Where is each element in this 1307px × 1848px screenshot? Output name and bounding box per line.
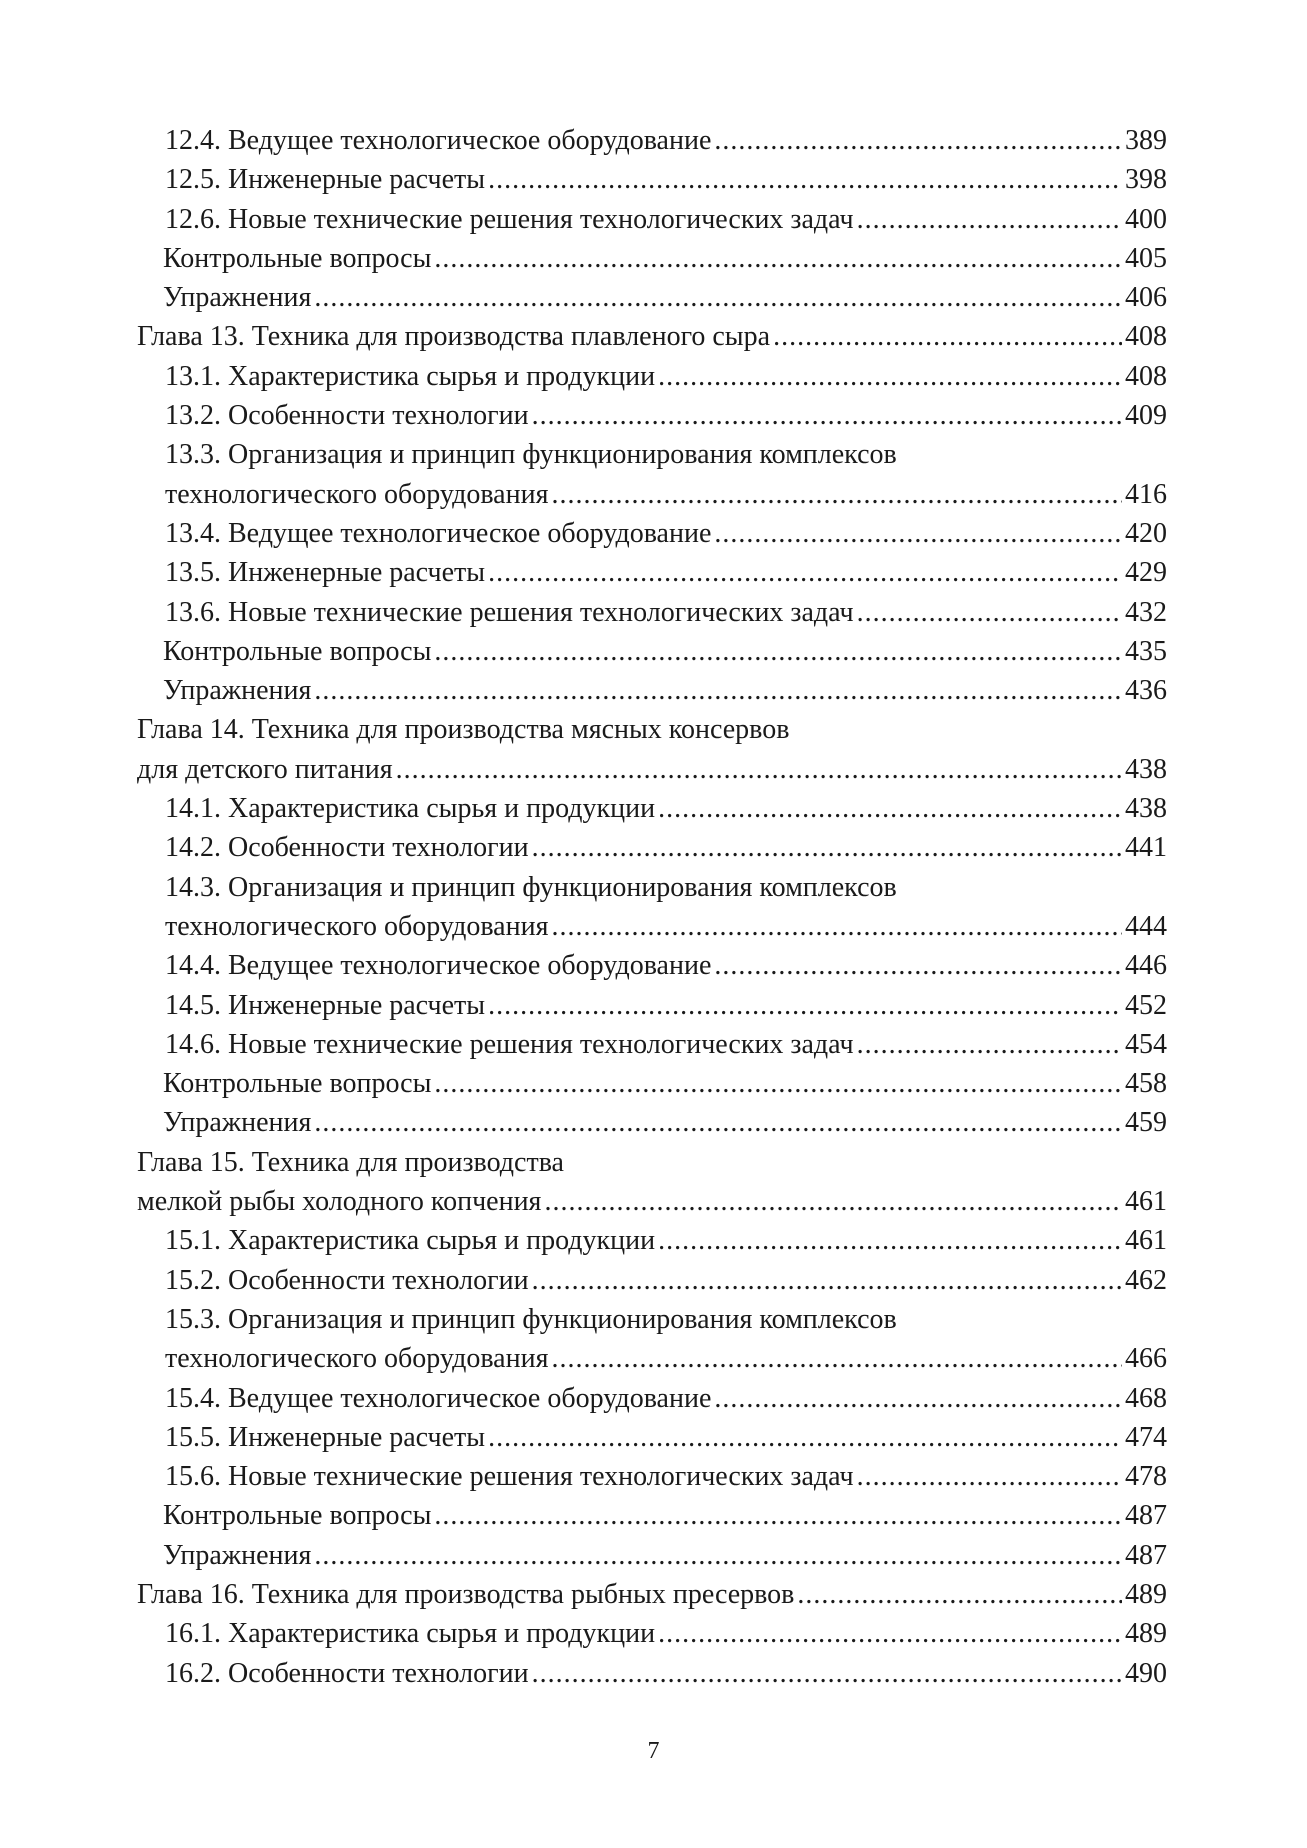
toc-entry-title: 14.4. Ведущее технологическое оборудование: [165, 950, 712, 982]
toc-entry-line: [165, 828, 1167, 867]
dot-leader: [314, 1536, 1122, 1575]
dot-leader: [714, 1379, 1122, 1418]
dot-leader: [314, 671, 1122, 710]
toc-entry-title: 15.1. Характеристика сырья и продукции: [165, 1225, 656, 1257]
toc-entry-title: 15.2. Особенности технологии: [165, 1264, 529, 1296]
toc-entry[interactable]: [137, 396, 1167, 435]
dot-leader: [532, 1654, 1122, 1693]
dot-leader: [544, 1182, 1122, 1221]
toc-entry-title: 15.6. Новые технические решения технологических задач: [165, 1461, 854, 1493]
toc-entry-title: 13.6. Новые технические решения технологических задач: [165, 596, 854, 628]
toc-entry-title: 14.5. Инженерные расчеты: [165, 989, 486, 1021]
toc-entry-page-number: 400: [1125, 203, 1167, 235]
toc-entry[interactable]: [137, 1025, 1167, 1064]
toc-entry-title: 12.5. Инженерные расчеты: [165, 164, 486, 196]
dot-leader: [434, 632, 1122, 671]
dot-leader: [658, 789, 1122, 828]
toc-entry-title-first-line: 14.3. Организация и принцип функционирования комплексов: [165, 871, 897, 903]
toc-entry-page-number: 398: [1125, 164, 1167, 196]
toc-entry-page-number: 438: [1125, 753, 1167, 785]
dot-leader: [551, 907, 1122, 946]
toc-entry-line: [165, 553, 1167, 592]
toc-entry-title: 14.1. Характеристика сырья и продукции: [165, 793, 656, 825]
dot-leader: [658, 1614, 1122, 1653]
dot-leader: [551, 475, 1122, 514]
dot-leader: [658, 1221, 1122, 1260]
toc-entry-title: мелкой рыбы холодного копчения: [137, 1186, 542, 1218]
toc-entry-page-number: 474: [1125, 1421, 1167, 1453]
toc-entry-line: [165, 593, 1167, 632]
toc-entry-page-number: 458: [1125, 1068, 1167, 1100]
toc-entry-title: Контрольные вопросы: [163, 242, 432, 274]
toc-entry-title: Контрольные вопросы: [163, 1068, 432, 1100]
toc-entry-page-number: 408: [1125, 360, 1167, 392]
dot-leader: [714, 514, 1122, 553]
toc-entry[interactable]: [137, 553, 1167, 592]
toc-entry[interactable]: [137, 1614, 1167, 1653]
toc-entry-line: [165, 1614, 1167, 1653]
toc-entry-title: 15.5. Инженерные расчеты: [165, 1421, 486, 1453]
toc-entry[interactable]: [137, 514, 1167, 553]
toc-entry[interactable]: [137, 1300, 1167, 1379]
toc-entry-line: [137, 1575, 1167, 1614]
toc-entry[interactable]: [137, 1575, 1167, 1614]
dot-leader: [532, 828, 1122, 867]
dot-leader: [434, 1064, 1122, 1103]
toc-entry-line: [163, 1536, 1167, 1575]
toc-entry-title: 12.6. Новые технические решения технологических задач: [165, 203, 854, 235]
dot-leader: [658, 357, 1122, 396]
toc-entry-title: Упражнения: [163, 1107, 312, 1139]
table-of-contents: [137, 121, 1167, 1693]
toc-entry-line: [165, 1379, 1167, 1418]
toc-entry-page-number: 435: [1125, 635, 1167, 667]
toc-entry[interactable]: [137, 1261, 1167, 1300]
dot-leader: [488, 160, 1122, 199]
dot-leader: [434, 239, 1122, 278]
toc-entry-line: [165, 946, 1167, 985]
toc-entry-page-number: 489: [1125, 1618, 1167, 1650]
toc-entry-page-number: 389: [1125, 125, 1167, 156]
toc-entry-page-number: 429: [1125, 557, 1167, 589]
toc-entry-line: [165, 160, 1167, 199]
toc-entry-page-number: 461: [1125, 1225, 1167, 1257]
toc-entry-line: [165, 1457, 1167, 1496]
toc-entry-line: [165, 357, 1167, 396]
toc-entry-line: [165, 789, 1167, 828]
toc-entry-line: [165, 1025, 1167, 1064]
toc-entry[interactable]: [137, 1064, 1167, 1103]
toc-entry[interactable]: [137, 1418, 1167, 1457]
toc-entry[interactable]: [137, 1496, 1167, 1535]
toc-entry-title: 12.4. Ведущее технологическое оборудование: [165, 125, 712, 156]
toc-entry-line: [165, 514, 1167, 553]
toc-entry-page-number: 438: [1125, 793, 1167, 825]
toc-entry[interactable]: [137, 593, 1167, 632]
toc-entry[interactable]: [137, 239, 1167, 278]
toc-entry-page-number: 461: [1125, 1186, 1167, 1218]
toc-entry-line: [165, 475, 1167, 514]
toc-entry-title: 16.2. Особенности технологии: [165, 1657, 529, 1689]
toc-entry-title: 14.2. Особенности технологии: [165, 832, 529, 864]
toc-entry-title: технологического оборудования: [165, 478, 549, 510]
toc-entry-title: Упражнения: [163, 282, 312, 314]
dot-leader: [773, 317, 1122, 356]
toc-entry-line: [137, 750, 1167, 789]
toc-entry-page-number: 416: [1125, 478, 1167, 510]
dot-leader: [532, 1261, 1122, 1300]
toc-entry[interactable]: [137, 868, 1167, 947]
toc-entry-title: Контрольные вопросы: [163, 1500, 432, 1532]
toc-entry-line: [165, 907, 1167, 946]
toc-entry[interactable]: [137, 1103, 1167, 1142]
toc-entry-page-number: 490: [1125, 1657, 1167, 1689]
toc-entry-page-number: 408: [1125, 321, 1167, 353]
toc-entry-title: 14.6. Новые технические решения технологических задач: [165, 1028, 854, 1060]
toc-entry-page-number: 462: [1125, 1264, 1167, 1296]
toc-entry-page-number: 446: [1125, 950, 1167, 982]
dot-leader: [488, 553, 1122, 592]
toc-entry-page-number: 487: [1125, 1539, 1167, 1571]
toc-entry[interactable]: [137, 828, 1167, 867]
toc-entry-line: [165, 1339, 1167, 1378]
toc-entry-title: Упражнения: [163, 675, 312, 707]
toc-entry-page-number: 452: [1125, 989, 1167, 1021]
toc-entry-page-number: 406: [1125, 282, 1167, 314]
toc-entry-title: 13.2. Особенности технологии: [165, 400, 529, 432]
toc-entry-line: [165, 1418, 1167, 1457]
toc-entry-line: [163, 1496, 1167, 1535]
dot-leader: [314, 1103, 1122, 1142]
toc-entry-line: [137, 317, 1167, 356]
toc-entry-page-number: 478: [1125, 1461, 1167, 1493]
dot-leader: [857, 1457, 1122, 1496]
toc-entry-line: [165, 396, 1167, 435]
toc-entry-page-number: 432: [1125, 596, 1167, 628]
toc-entry-page-number: 405: [1125, 242, 1167, 274]
toc-entry-line: [165, 121, 1167, 160]
toc-entry-page-number: 489: [1125, 1578, 1167, 1610]
toc-entry-line: [163, 278, 1167, 317]
toc-entry-title-first-line: Глава 14. Техника для производства мясных консервов: [137, 714, 790, 746]
toc-entry-page-number: 444: [1125, 910, 1167, 942]
dot-leader: [488, 986, 1122, 1025]
toc-entry[interactable]: [137, 986, 1167, 1025]
toc-entry-line: [165, 1221, 1167, 1260]
toc-entry-page-number: 459: [1125, 1107, 1167, 1139]
toc-entry[interactable]: [137, 946, 1167, 985]
toc-entry[interactable]: [137, 200, 1167, 239]
toc-entry[interactable]: [137, 435, 1167, 514]
toc-entry-title: для детского питания: [137, 753, 393, 785]
dot-leader: [857, 593, 1122, 632]
toc-entry-line: [163, 1103, 1167, 1142]
toc-entry-page-number: 441: [1125, 832, 1167, 864]
toc-entry-title: Глава 13. Техника для производства плавленого сыра: [137, 321, 771, 353]
toc-entry-title: Контрольные вопросы: [163, 635, 432, 667]
toc-entry-line: [163, 1064, 1167, 1103]
toc-entry-page-number: 436: [1125, 675, 1167, 707]
toc-entry-page-number: 487: [1125, 1500, 1167, 1532]
toc-entry[interactable]: [137, 1143, 1167, 1222]
toc-entry[interactable]: [137, 1457, 1167, 1496]
toc-entry-title: технологического оборудования: [165, 1343, 549, 1375]
toc-entry-title: 13.5. Инженерные расчеты: [165, 557, 486, 589]
toc-entry[interactable]: [137, 1536, 1167, 1575]
toc-entry-title-first-line: 13.3. Организация и принцип функционирования комплексов: [165, 439, 897, 471]
toc-entry[interactable]: [137, 317, 1167, 356]
toc-entry-page-number: 466: [1125, 1343, 1167, 1375]
toc-entry-title: Упражнения: [163, 1539, 312, 1571]
page-number: 7: [647, 1738, 660, 1764]
toc-entry[interactable]: [137, 121, 1167, 160]
toc-entry-line: [163, 239, 1167, 278]
toc-entry-line: [163, 632, 1167, 671]
dot-leader: [857, 200, 1122, 239]
toc-entry[interactable]: [137, 278, 1167, 317]
toc-entry-title: 13.4. Ведущее технологическое оборудование: [165, 517, 712, 549]
dot-leader: [532, 396, 1122, 435]
toc-entry-title-first-line: Глава 15. Техника для производства: [137, 1146, 564, 1178]
dot-leader: [714, 946, 1122, 985]
toc-entry[interactable]: [137, 357, 1167, 396]
dot-leader: [434, 1496, 1122, 1535]
dot-leader: [551, 1339, 1122, 1378]
dot-leader: [396, 750, 1122, 789]
toc-entry-page-number: 454: [1125, 1028, 1167, 1060]
dot-leader: [488, 1418, 1122, 1457]
toc-entry-title: технологического оборудования: [165, 910, 549, 942]
toc-entry[interactable]: [137, 1221, 1167, 1260]
toc-entry-page-number: 420: [1125, 517, 1167, 549]
toc-entry[interactable]: [137, 1654, 1167, 1693]
toc-entry-title: 13.1. Характеристика сырья и продукции: [165, 360, 656, 392]
toc-entry[interactable]: [137, 632, 1167, 671]
toc-entry-line: [137, 1182, 1167, 1221]
toc-entry[interactable]: [137, 160, 1167, 199]
toc-entry-line: [165, 200, 1167, 239]
toc-entry-line: [163, 671, 1167, 710]
toc-entry-line: [165, 986, 1167, 1025]
dot-leader: [714, 121, 1122, 160]
toc-entry-page-number: 409: [1125, 400, 1167, 432]
toc-entry[interactable]: [137, 789, 1167, 828]
dot-leader: [857, 1025, 1122, 1064]
toc-entry-line: [165, 1261, 1167, 1300]
toc-entry[interactable]: [137, 671, 1167, 710]
toc-entry-title: 15.4. Ведущее технологическое оборудование: [165, 1382, 712, 1414]
toc-entry[interactable]: [137, 710, 1167, 789]
toc-entry-page-number: 468: [1125, 1382, 1167, 1414]
toc-entry-title-first-line: 15.3. Организация и принцип функционирования комплексов: [165, 1303, 897, 1335]
toc-entry-line: [165, 1654, 1167, 1693]
dot-leader: [797, 1575, 1122, 1614]
toc-entry[interactable]: [137, 1379, 1167, 1418]
dot-leader: [314, 278, 1122, 317]
toc-entry-title: Глава 16. Техника для производства рыбных пресервов: [137, 1578, 795, 1610]
toc-entry-title: 16.1. Характеристика сырья и продукции: [165, 1618, 656, 1650]
